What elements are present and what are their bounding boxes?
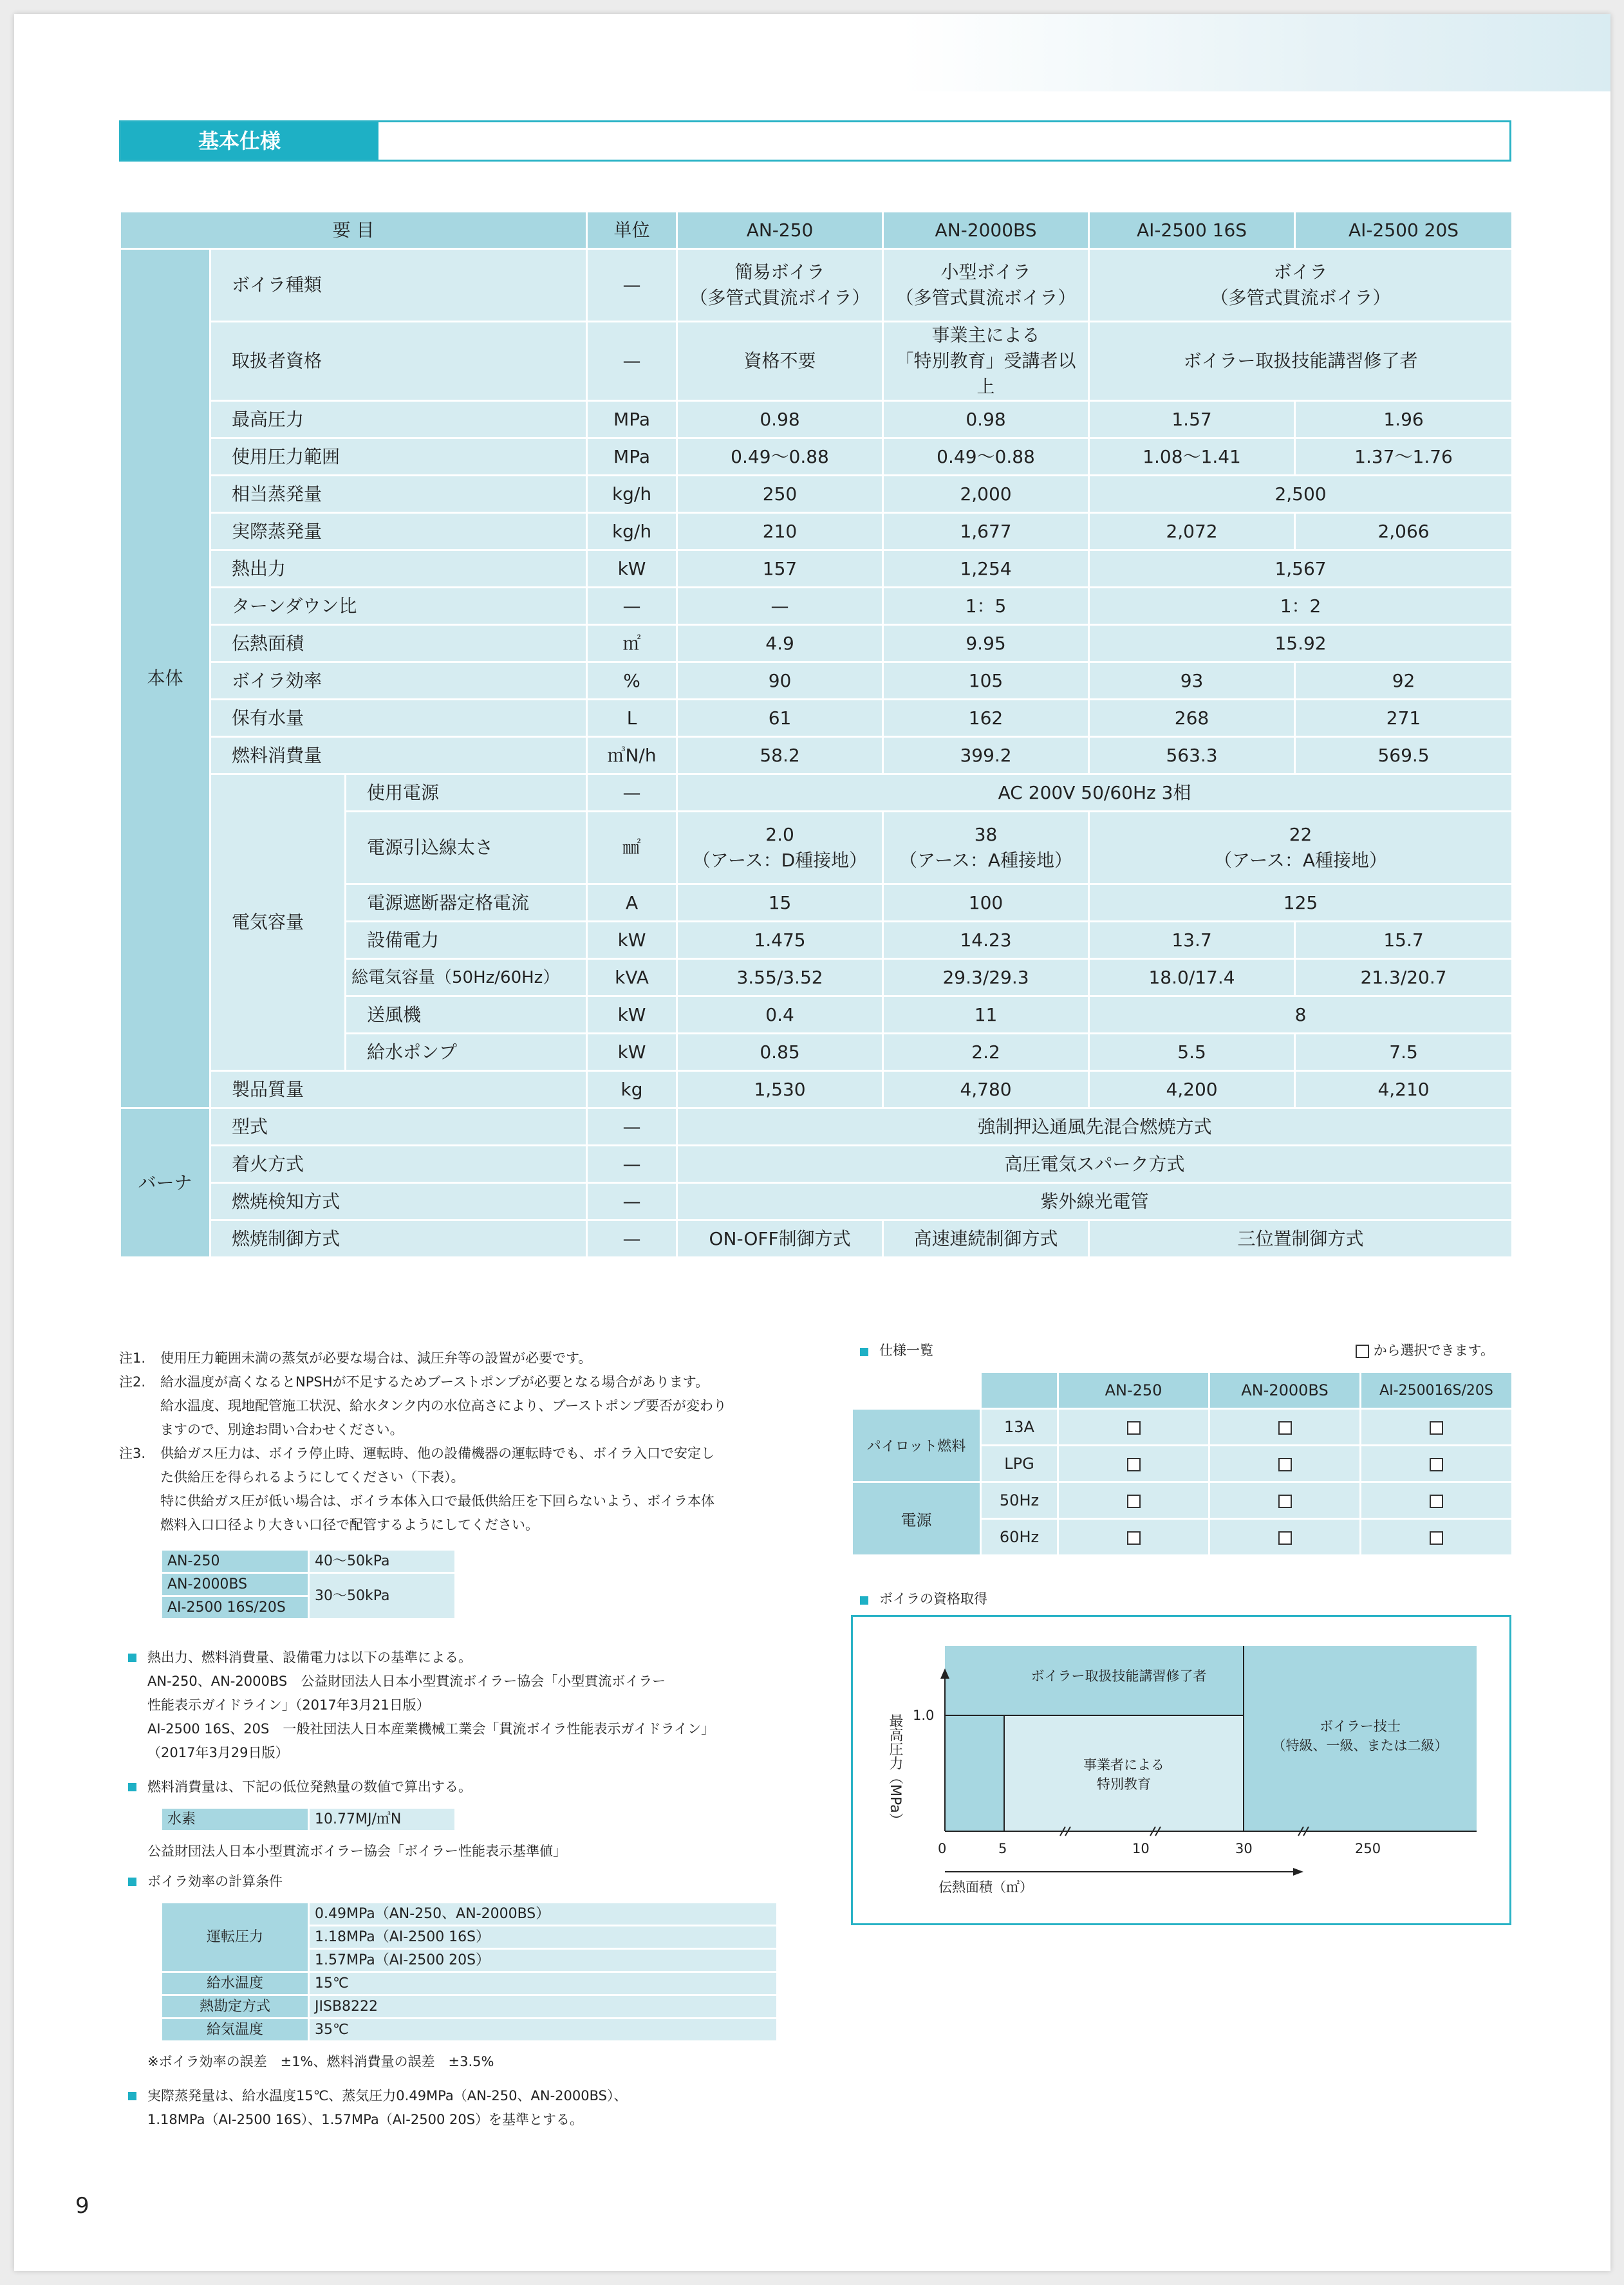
cell: 0.85	[677, 1034, 883, 1071]
option-cell[interactable]	[1058, 1482, 1209, 1519]
model: AN-2000BS	[162, 1573, 309, 1596]
qualification-chart	[851, 1615, 1511, 1925]
section-title-bar	[119, 120, 1511, 162]
cond-value: 1.18MPa（AI-2500 16S）	[309, 1926, 778, 1949]
cond-value: JISB8222	[309, 1995, 778, 2019]
cond-label: 運転圧力	[162, 1903, 309, 1972]
x-tick: 0	[938, 1841, 947, 1856]
table-row	[120, 1108, 1513, 1146]
cell: 93	[1089, 662, 1295, 700]
option-cell[interactable]	[1361, 1446, 1513, 1482]
note-text: 使用圧力範囲未満の蒸気が必要な場合は、減圧弁等の設置が必要です。	[160, 1350, 592, 1366]
h2-table	[160, 1807, 456, 1832]
region-operator-low	[945, 1715, 1004, 1831]
row-label: ターンダウン比	[210, 588, 587, 625]
cell: 210	[677, 513, 883, 550]
cell: 0.49～0.88	[883, 438, 1089, 476]
col-header: AN-2000BS	[1209, 1372, 1361, 1409]
table-row	[120, 625, 1513, 662]
note-text: ますので、別途お問い合わせください。	[160, 1422, 404, 1437]
option-cell[interactable]	[1209, 1519, 1361, 1556]
row-label: 熱出力	[210, 550, 587, 588]
cell: 簡易ボイラ （多管式貫流ボイラ）	[677, 249, 883, 322]
notes	[119, 1347, 795, 2132]
cell: 14.23	[883, 922, 1089, 959]
section-title: 基本仕様	[121, 122, 378, 160]
option-cell[interactable]	[1361, 1409, 1513, 1446]
row-unit: kW	[587, 550, 677, 588]
cell: 38 （アース：A種接地）	[883, 812, 1089, 884]
row-unit: —	[587, 322, 677, 401]
row-unit: kg/h	[587, 476, 677, 513]
cell: 0.98	[677, 401, 883, 438]
model: AN-250	[162, 1550, 309, 1573]
row-label: 給水ポンプ	[346, 1034, 587, 1071]
cell: 2,072	[1089, 513, 1295, 550]
basis-text: 1.18MPa（AI-2500 16S）、1.57MPa（AI-2500 20S）を基準とする。	[147, 2112, 584, 2127]
table-row	[120, 737, 1513, 774]
table-row	[120, 438, 1513, 476]
table-row	[120, 774, 1513, 812]
bullet: 燃料消費量は、下記の低位発熱量の数値で算出する。	[119, 1775, 795, 1799]
row-unit: ㎥N/h	[587, 737, 677, 774]
cell: 1：5	[883, 588, 1089, 625]
x-tick: 30	[1235, 1841, 1253, 1856]
cell: 11	[883, 996, 1089, 1034]
row-label: 使用圧力範囲	[210, 438, 587, 476]
cell: 2,000	[883, 476, 1089, 513]
page-number: 9	[75, 2193, 89, 2219]
col-header: AI-250016S/20S	[1361, 1372, 1513, 1409]
cell: 高圧電気スパーク方式	[677, 1146, 1513, 1183]
group-label: パイロット燃料	[852, 1409, 981, 1482]
cell: ON-OFF制御方式	[677, 1220, 883, 1258]
region2-label: 事業者による 特別教育	[1083, 1757, 1164, 1792]
cell: 157	[677, 550, 883, 588]
cell: 1.475	[677, 922, 883, 959]
note-key: 注2.	[119, 1374, 146, 1390]
basis-text: （2017年3月29日版）	[147, 1745, 289, 1760]
cell: 105	[883, 662, 1089, 700]
row-unit: —	[587, 1183, 677, 1220]
bullet: 熱出力、燃料消費量、設備電力は以下の基準による。	[119, 1646, 795, 1670]
cell: 5.5	[1089, 1034, 1295, 1071]
checkbox-icon[interactable]	[1127, 1495, 1141, 1508]
row-label: 最高圧力	[210, 401, 587, 438]
checkbox-icon[interactable]	[1278, 1458, 1292, 1471]
model: AI-2500 16S/20S	[162, 1596, 309, 1619]
row-unit: kg	[587, 1071, 677, 1108]
checkbox-icon[interactable]	[1127, 1458, 1141, 1471]
row-label: 燃料消費量	[210, 737, 587, 774]
row-unit: —	[587, 774, 677, 812]
row-unit: kVA	[587, 959, 677, 996]
table-row	[120, 249, 1513, 322]
option-cell[interactable]	[1361, 1482, 1513, 1519]
note-1	[119, 1347, 795, 1370]
region1-label: ボイラー取扱技能講習修了者	[1031, 1668, 1207, 1684]
row-label: 取扱者資格	[210, 322, 587, 401]
table-row	[120, 401, 1513, 438]
cell: 0.98	[883, 401, 1089, 438]
table-row	[120, 1183, 1513, 1220]
cell: 0.4	[677, 996, 883, 1034]
x-tick: 250	[1355, 1841, 1381, 1856]
checkbox-icon[interactable]	[1127, 1421, 1141, 1435]
cell: 1：2	[1089, 588, 1513, 625]
cell: 61	[677, 700, 883, 737]
row-unit: MPa	[587, 401, 677, 438]
note-3	[119, 1442, 795, 1537]
y-axis-label: 最高圧力（MPa）	[887, 1713, 903, 1827]
cell: ボイラー取扱技能講習修了者	[1089, 322, 1513, 401]
cell: 569.5	[1295, 737, 1513, 774]
option-label: 13A	[981, 1409, 1058, 1446]
checkbox-icon	[1356, 1345, 1369, 1358]
row-unit: MPa	[587, 438, 677, 476]
row-unit: —	[587, 1108, 677, 1146]
cell: —	[677, 588, 883, 625]
y-tick: 1.0	[913, 1708, 935, 1723]
cell: 2,500	[1089, 476, 1513, 513]
row-label: 製品質量	[210, 1071, 587, 1108]
cell: 三位置制御方式	[1089, 1220, 1513, 1258]
cell: 7.5	[1295, 1034, 1513, 1071]
checkbox-icon[interactable]	[1430, 1495, 1443, 1508]
table-row	[120, 700, 1513, 737]
note-text: 燃料入口口径より大きい口径で配管するようにしてください。	[160, 1517, 539, 1533]
checkbox-icon[interactable]	[1278, 1421, 1292, 1435]
table-row	[120, 1220, 1513, 1258]
cond-value: 0.49MPa（AN-250、AN-2000BS）	[309, 1903, 778, 1926]
cell: 563.3	[1089, 737, 1295, 774]
header-item: 要 目	[120, 212, 587, 249]
row-label: ボイラ効率	[210, 662, 587, 700]
table-row	[120, 476, 1513, 513]
cell: 18.0/17.4	[1089, 959, 1295, 996]
row-label: 電源遮断器定格電流	[346, 884, 587, 922]
table-row	[120, 550, 1513, 588]
option-cell[interactable]	[1361, 1519, 1513, 1556]
cond-value: 15℃	[309, 1972, 778, 1995]
row-unit: ㎟	[587, 812, 677, 884]
row-unit: kW	[587, 922, 677, 959]
table-row	[120, 322, 1513, 401]
cell: 紫外線光電管	[677, 1183, 1513, 1220]
cell: 1,530	[677, 1071, 883, 1108]
row-label: 伝熱面積	[210, 625, 587, 662]
row-label: 実際蒸発量	[210, 513, 587, 550]
option-cell[interactable]	[1058, 1409, 1209, 1446]
cell: 8	[1089, 996, 1513, 1034]
basis-text: AI-2500 16S、20S 一般社団法人日本産業機械工業会「貫流ボイラ性能表示ガイドライン」	[147, 1721, 715, 1737]
cell: 92	[1295, 662, 1513, 700]
bullet: ボイラ効率の計算条件	[119, 1870, 795, 1894]
blank	[981, 1372, 1058, 1409]
cell: 1,677	[883, 513, 1089, 550]
group-burner: バーナ	[120, 1108, 210, 1258]
table-row	[120, 588, 1513, 625]
header-decoration	[902, 14, 1610, 91]
cell: 125	[1089, 884, 1513, 922]
cell: 4,780	[883, 1071, 1089, 1108]
row-label: 燃焼制御方式	[210, 1220, 587, 1258]
spec-list-note	[1356, 1340, 1494, 1359]
pressure: 30～50kPa	[309, 1573, 456, 1619]
row-label: 総電気容量（50Hz/60Hz）	[346, 959, 587, 996]
row-unit: L	[587, 700, 677, 737]
basis-text: 公益財団法人日本小型貫流ボイラー協会「ボイラー性能表示基準値」	[147, 1843, 566, 1859]
group-electric: 電気容量	[210, 774, 346, 1071]
cond-value: 35℃	[309, 2019, 778, 2042]
cell: 2.0 （アース：D種接地）	[677, 812, 883, 884]
group-body: 本体	[120, 249, 210, 1108]
cell: 9.95	[883, 625, 1089, 662]
row-label: 設備電力	[346, 922, 587, 959]
efficiency-conditions-table	[160, 1901, 778, 2042]
cell: 271	[1295, 700, 1513, 737]
cell: 4,210	[1295, 1071, 1513, 1108]
cell: 1.37～1.76	[1295, 438, 1513, 476]
cell: ボイラ （多管式貫流ボイラ）	[1089, 249, 1513, 322]
row-label: 電源引込線太さ	[346, 812, 587, 884]
cond-label: 給気温度	[162, 2019, 309, 2042]
qualification-title: ボイラの資格取得	[851, 1589, 987, 1608]
checkbox-icon[interactable]	[1430, 1531, 1443, 1545]
cell: 21.3/20.7	[1295, 959, 1513, 996]
option-cell[interactable]	[1209, 1446, 1361, 1482]
cell: 268	[1089, 700, 1295, 737]
cell: 1,254	[883, 550, 1089, 588]
header-ai20s: AI-2500 20S	[1295, 212, 1513, 249]
note-2	[119, 1370, 795, 1442]
note-text: 給水温度、現地配管施工状況、給水タンク内の水位高さにより、ブーストポンプ要否が変わり	[160, 1398, 727, 1413]
cell: 90	[677, 662, 883, 700]
header-unit: 単位	[587, 212, 677, 249]
row-unit: —	[587, 588, 677, 625]
checkbox-icon[interactable]	[1278, 1495, 1292, 1508]
note-key: 注3.	[119, 1446, 146, 1461]
cell: 3.55/3.52	[677, 959, 883, 996]
note-text: 特に供給ガス圧が低い場合は、ボイラ本体入口で最低供給圧を下回らないよう、ボイラ本体	[160, 1493, 714, 1509]
cell: 0.49～0.88	[677, 438, 883, 476]
cell: 100	[883, 884, 1089, 922]
spec-list-table	[851, 1371, 1513, 1556]
basis-text: AN-250、AN-2000BS 公益財団法人日本小型貫流ボイラー協会「小型貫流ボイラー	[147, 1674, 666, 1689]
pressure: 40～50kPa	[309, 1550, 456, 1573]
x-arrow-icon	[1293, 1868, 1303, 1876]
cell: 58.2	[677, 737, 883, 774]
option-label: LPG	[981, 1446, 1058, 1482]
cell: 29.3/29.3	[883, 959, 1089, 996]
cond-label: 給水温度	[162, 1972, 309, 1995]
cell: 4.9	[677, 625, 883, 662]
basis-text: ※ボイラ効率の誤差 ±1%、燃料消費量の誤差 ±3.5%	[147, 2054, 494, 2069]
table-row	[120, 513, 1513, 550]
row-unit: —	[587, 1220, 677, 1258]
row-unit: —	[587, 1146, 677, 1183]
option-label: 50Hz	[981, 1482, 1058, 1519]
fuel-name: 水素	[162, 1808, 309, 1831]
row-unit: kW	[587, 996, 677, 1034]
cell: 1.96	[1295, 401, 1513, 438]
row-unit: kg/h	[587, 513, 677, 550]
row-label: 型式	[210, 1108, 587, 1146]
cell: 13.7	[1089, 922, 1295, 959]
row-label: 燃焼検知方式	[210, 1183, 587, 1220]
row-label: 送風機	[346, 996, 587, 1034]
table-row	[120, 1071, 1513, 1108]
row-unit: %	[587, 662, 677, 700]
cell: 2,066	[1295, 513, 1513, 550]
header-an250: AN-250	[677, 212, 883, 249]
note-key: 注1.	[119, 1350, 146, 1366]
table-header-row	[120, 212, 1513, 249]
bullet: 実際蒸発量は、給水温度15℃、蒸気圧力0.49MPa（AN-250、AN-2000BS）、	[119, 2084, 795, 2108]
table-row	[120, 1146, 1513, 1183]
table-row	[120, 662, 1513, 700]
cell: 250	[677, 476, 883, 513]
option-label: 60Hz	[981, 1519, 1058, 1556]
row-label: ボイラ種類	[210, 249, 587, 322]
row-label: 保有水量	[210, 700, 587, 737]
row-unit: —	[587, 249, 677, 322]
checkbox-icon[interactable]	[1430, 1458, 1443, 1471]
row-unit: kW	[587, 1034, 677, 1071]
cell: 162	[883, 700, 1089, 737]
option-cell[interactable]	[1058, 1446, 1209, 1482]
cell: 1.57	[1089, 401, 1295, 438]
cell: 399.2	[883, 737, 1089, 774]
group-label: 電源	[852, 1482, 981, 1556]
option-cell[interactable]	[1209, 1409, 1361, 1446]
cell: 強制押込通風先混合燃焼方式	[677, 1108, 1513, 1146]
note-text: 給水温度が高くなるとNPSHが不足するためブーストポンプが必要となる場合があります。	[160, 1374, 709, 1390]
cell: AC 200V 50/60Hz 3相	[677, 774, 1513, 812]
note-text: 供給ガス圧力は、ボイラ停止時、運転時、他の設備機器の運転時でも、ボイラ入口で安定し	[160, 1446, 714, 1461]
spec-table	[119, 210, 1513, 1258]
blank	[852, 1372, 981, 1409]
cell: 15.7	[1295, 922, 1513, 959]
fuel-value: 10.77MJ/㎥N	[309, 1808, 456, 1831]
cell: 高速連続制御方式	[883, 1220, 1089, 1258]
cell: 15.92	[1089, 625, 1513, 662]
cell: 資格不要	[677, 322, 883, 401]
note-text: から選択できます。	[1373, 1343, 1495, 1358]
cell: 1.08～1.41	[1089, 438, 1295, 476]
row-label: 使用電源	[346, 774, 587, 812]
cell: 事業主による 「特別教育」受講者以上	[883, 322, 1089, 401]
cell: 2.2	[883, 1034, 1089, 1071]
x-axis-label: 伝熱面積（㎡）	[938, 1879, 1033, 1895]
cell: 4,200	[1089, 1071, 1295, 1108]
row-unit: A	[587, 884, 677, 922]
cond-label: 熱勘定方式	[162, 1995, 309, 2019]
gas-pressure-table	[160, 1549, 456, 1620]
x-tick: 10	[1132, 1841, 1150, 1856]
header-ai16s: AI-2500 16S	[1089, 212, 1295, 249]
basis-block	[119, 1646, 795, 2132]
col-header: AN-250	[1058, 1372, 1209, 1409]
header-an2000bs: AN-2000BS	[883, 212, 1089, 249]
note-text: た供給圧を得られるようにしてください（下表）。	[160, 1469, 465, 1485]
option-cell[interactable]	[1209, 1482, 1361, 1519]
row-label: 着火方式	[210, 1146, 587, 1183]
cell: 22 （アース：A種接地）	[1089, 812, 1513, 884]
x-tick: 5	[998, 1841, 1007, 1856]
checkbox-icon[interactable]	[1430, 1421, 1443, 1435]
basis-text: 性能表示ガイドライン」（2017年3月21日版）	[147, 1697, 430, 1713]
spec-list-title: 仕様一覧	[851, 1340, 933, 1359]
cell: 小型ボイラ （多管式貫流ボイラ）	[883, 249, 1089, 322]
option-cell[interactable]	[1058, 1519, 1209, 1556]
row-label: 相当蒸発量	[210, 476, 587, 513]
page	[14, 14, 1610, 2271]
checkbox-icon[interactable]	[1127, 1531, 1141, 1545]
checkbox-icon[interactable]	[1278, 1531, 1292, 1545]
region3-label: ボイラー技士 （特級、一級、または二級）	[1272, 1719, 1448, 1753]
row-unit: ㎡	[587, 625, 677, 662]
cell: 1,567	[1089, 550, 1513, 588]
cond-value: 1.57MPa（AI-2500 20S）	[309, 1949, 778, 1972]
cell: 15	[677, 884, 883, 922]
